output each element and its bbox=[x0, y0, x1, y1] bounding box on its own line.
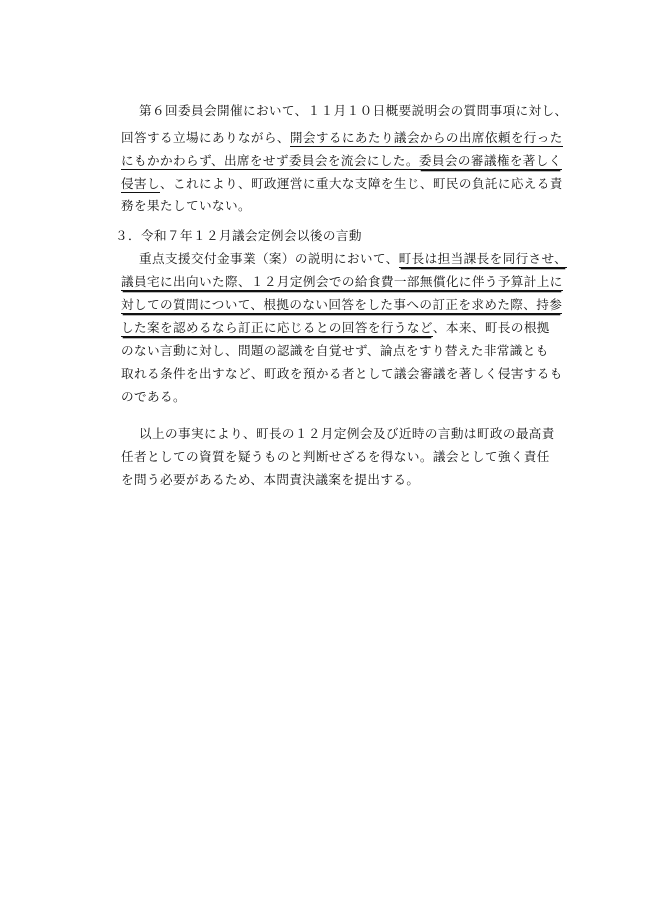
text: 任者としての資質を疑うものと判断せざるを得ない。議会として強く責任 bbox=[121, 449, 550, 464]
section3-line6 bbox=[121, 366, 563, 382]
underlined-text: にもかかわらず、出席をせず委員会を流会にした。 bbox=[121, 153, 419, 168]
text: 以上の事実により、町長の１２月定例会及び近時の言動は町政の最高責 bbox=[139, 426, 555, 441]
double-underlined-text: した案を認めるなら訂正に応じるとの回答を行うなど bbox=[121, 320, 433, 335]
conclusion-line1 bbox=[139, 426, 555, 442]
text: 、本来、町長の根拠 bbox=[432, 320, 550, 335]
section3-line1 bbox=[139, 251, 567, 267]
section3-line4 bbox=[121, 320, 550, 336]
double-underlined-text: 対しての質問について、根拠のない回答をした事への訂正を求めた際、持参 bbox=[121, 297, 563, 312]
section3-line2 bbox=[121, 274, 563, 290]
underlined-text: 開会するにあたり議会からの出席依頼を行った bbox=[289, 130, 563, 145]
text: のである。 bbox=[121, 389, 186, 404]
text: 取れる条件を出すなど、町政を預かる者として議会審議を著しく侵害するも bbox=[121, 366, 563, 381]
double-underlined-text: 町長は担当課長を同行させ、 bbox=[398, 251, 568, 266]
double-underlined-text: 議員宅に出向いた際、１２月定例会での給食費一部無償化に伴う予算計上に bbox=[121, 274, 563, 289]
text: 重点支援交付金事業（案）の説明において、 bbox=[139, 251, 399, 266]
paragraph1-line5 bbox=[121, 198, 251, 214]
heading-text: ３．令和７年１２月議会定例会以後の言動 bbox=[115, 228, 362, 243]
text: 務を果たしていない。 bbox=[121, 198, 251, 213]
conclusion-line3 bbox=[121, 472, 419, 488]
paragraph1-line2 bbox=[121, 130, 563, 146]
text: 、これにより、町政運営に重大な支障を生じ、町民の負託に応える責 bbox=[159, 176, 563, 191]
section3-heading bbox=[115, 228, 362, 244]
text: のない言動に対し、問題の認識を自覚せず、論点をすり替えた非常識とも bbox=[121, 343, 549, 358]
paragraph1-line1 bbox=[139, 103, 568, 119]
paragraph1-line4 bbox=[121, 176, 563, 192]
underlined-text: 侵害し bbox=[121, 176, 160, 191]
conclusion-line2 bbox=[121, 449, 550, 465]
section3-line3 bbox=[121, 297, 562, 313]
double-underlined-text: 委員会の審議権を著しく bbox=[418, 153, 562, 168]
paragraph1-line3 bbox=[121, 153, 562, 169]
text: を問う必要があるため、本問責決議案を提出する。 bbox=[121, 472, 420, 487]
section3-line7 bbox=[121, 389, 186, 405]
section3-line5 bbox=[121, 343, 549, 359]
text: 第６回委員会開催において、１１月１０日概要説明会の質問事項に対し、 bbox=[139, 103, 568, 118]
text: 回答する立場にありながら、 bbox=[121, 130, 290, 145]
